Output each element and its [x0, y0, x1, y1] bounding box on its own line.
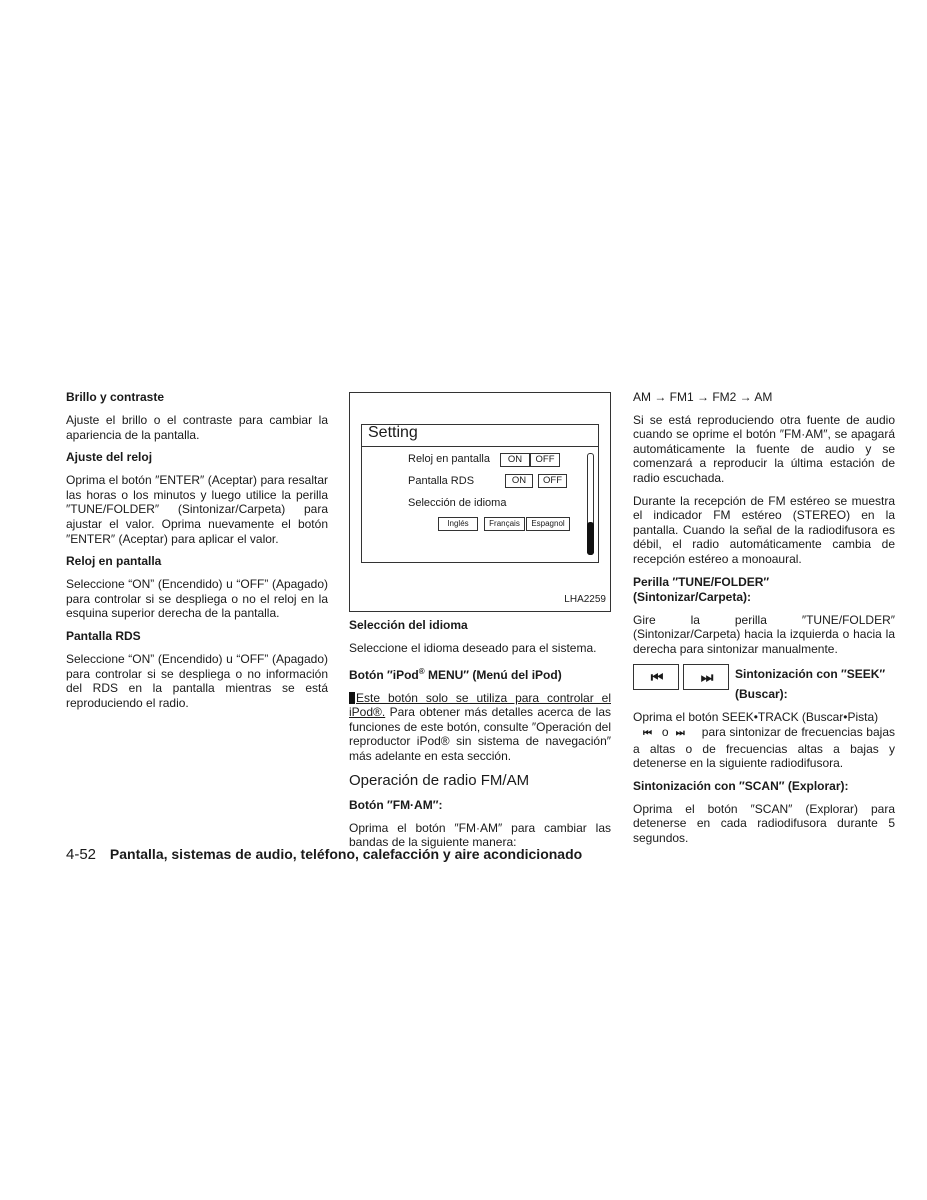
- text-ipod-menu: [349, 691, 611, 764]
- ipod-title-registered: ®: [418, 666, 425, 676]
- row-reloj-label: Reloj en pantalla: [408, 453, 490, 465]
- reloj-off-button: OFF: [530, 453, 560, 467]
- heading-boton-fmam: Botón ″FM·AM″:: [349, 797, 443, 812]
- revision-marker: [349, 692, 355, 704]
- text-pantalla-rds: Seleccione “ON” (Encendido) u “OFF” (Apagado) para controlar si se despliega o no información del RDS en la pantalla mientras se está reproduciendo el radio.: [66, 651, 328, 710]
- text-scan: Oprima el botón ″SCAN″ (Explorar) para detenerse en cada radiodifusora durante 5 segundos.: [633, 801, 895, 845]
- text-ajuste-reloj: Oprima el botón ″ENTER″ (Aceptar) para resaltar las horas o los minutos y luego utilice la perilla ″TUNE/FOLDER″ (Sintonizar/Carpeta) para ajustar el valor. Oprima nuevamente el botón ″ENTER″ (Aceptar) para aplicar el valor.: [66, 473, 328, 546]
- row-idioma-label: Selección de idioma: [408, 497, 507, 509]
- section-title-fmam: Operación de radio FM/AM: [349, 771, 530, 789]
- seek-text-a: Oprima el botón SEEK•TRACK (Buscar•Pista): [633, 710, 879, 725]
- seek-text-o: o: [661, 724, 669, 739]
- heading-brillo: Brillo y contraste: [66, 390, 165, 404]
- rds-on-button: ON: [505, 474, 533, 488]
- page-number: 4-52: [66, 846, 97, 863]
- screen-title: Setting: [368, 424, 418, 441]
- text-seek: [633, 710, 895, 770]
- column-middle: [349, 390, 611, 858]
- lang-ingles-button: Inglés: [438, 517, 478, 531]
- lang-francais-button: Français: [484, 517, 525, 531]
- settings-screen: [361, 424, 599, 563]
- settings-figure: [349, 392, 611, 612]
- scrollbar-thumb: [587, 522, 594, 555]
- lang-espagnol-button: Espagnol: [526, 517, 570, 531]
- band-sequence: AM → FM1 → FM2 → AM: [633, 390, 773, 404]
- text-brillo: Ajuste el brillo o el contraste para cambiar la apariencia de la pantalla.: [66, 413, 328, 442]
- screen-divider: [362, 446, 598, 447]
- tune-title-line2: (Sintonizar/Carpeta):: [633, 589, 752, 604]
- heading-tune-folder: [633, 575, 895, 605]
- tune-title-line1: Perilla ″TUNE/FOLDER″: [633, 574, 770, 589]
- figure-code: LHA2259: [564, 594, 606, 606]
- row-rds-label: Pantalla RDS: [408, 475, 475, 487]
- ipod-text-rest: Para obtener más detalles acerca de las funciones de este botón, consulte ″Operación del reproductor iPod® sin sistema de navegación″ más adelante en esta sección.: [349, 705, 611, 763]
- heading-seek: [735, 664, 885, 704]
- reloj-on-button: ON: [500, 453, 530, 467]
- text-seleccion-idioma: Seleccione el idioma deseado para el sistema.: [349, 641, 597, 655]
- heading-scan: Sintonización con ″SCAN″ (Explorar):: [633, 778, 849, 793]
- page-footer: [66, 846, 582, 863]
- column-left: [66, 390, 328, 718]
- seek-text-b: para sintonizar de frecuencias bajas a altas o de frecuencias altas a bajas y detenerse en la siguiente radiodifusora.: [633, 724, 895, 771]
- heading-seleccion-idioma: Selección del idioma: [349, 618, 468, 632]
- seek-title-line1: Sintonización con ″SEEK″: [735, 667, 886, 682]
- seek-heading-row: [633, 664, 895, 704]
- heading-reloj-pantalla: Reloj en pantalla: [66, 554, 162, 569]
- text-fm-estereo: Durante la recepción de FM estéreo se muestra el indicador FM estéreo (STEREO) en la pantalla. Cuando la señal de la radiodifusora es débil, el radio automáticamente cambia de recepción estéreo a monoaural.: [633, 493, 895, 566]
- ipod-title-b: MENU″ (Menú del iPod): [424, 667, 562, 682]
- column-right: [633, 390, 895, 853]
- seek-prev-icon: ⏮: [633, 664, 679, 690]
- ipod-title-a: Botón ″iPod: [349, 667, 419, 682]
- scrollbar: [587, 453, 594, 555]
- heading-ipod-menu: [349, 664, 611, 683]
- inline-next-icon: ⏭: [675, 727, 684, 739]
- text-boton-fmam: Oprima el botón ″FM·AM″ para cambiar las bandas de la siguiente manera:: [349, 820, 611, 850]
- rds-off-button: OFF: [538, 474, 567, 488]
- seek-next-icon: ⏭: [683, 664, 729, 690]
- heading-ajuste-reloj: Ajuste del reloj: [66, 450, 153, 465]
- text-otra-fuente: Si se está reproduciendo otra fuente de audio cuando se oprime el botón ″FM·AM″, se apagará automáticamente la fuente de audio y se comenzará a reproducir la última estación de radio escuchada.: [633, 412, 895, 485]
- text-tune-folder: Gire la perilla ″TUNE/FOLDER″ (Sintonizar/Carpeta) hacia la izquierda o hacia la derecha para sintonizar manualmente.: [633, 612, 895, 656]
- ipod-text-underlined: Este botón solo se utiliza para controlar el iPod®.: [349, 690, 611, 720]
- heading-pantalla-rds: Pantalla RDS: [66, 628, 141, 643]
- text-reloj-pantalla: Seleccione “ON” (Encendido) u “OFF” (Apagado) para controlar si se despliega o no el reloj en la esquina superior derecha de la pantalla.: [66, 577, 328, 621]
- chapter-title: Pantalla, sistemas de audio, teléfono, calefacción y aire acondicionado: [109, 846, 583, 862]
- seek-title-line2: (Buscar):: [735, 687, 788, 702]
- inline-prev-icon: ⏮: [643, 727, 651, 739]
